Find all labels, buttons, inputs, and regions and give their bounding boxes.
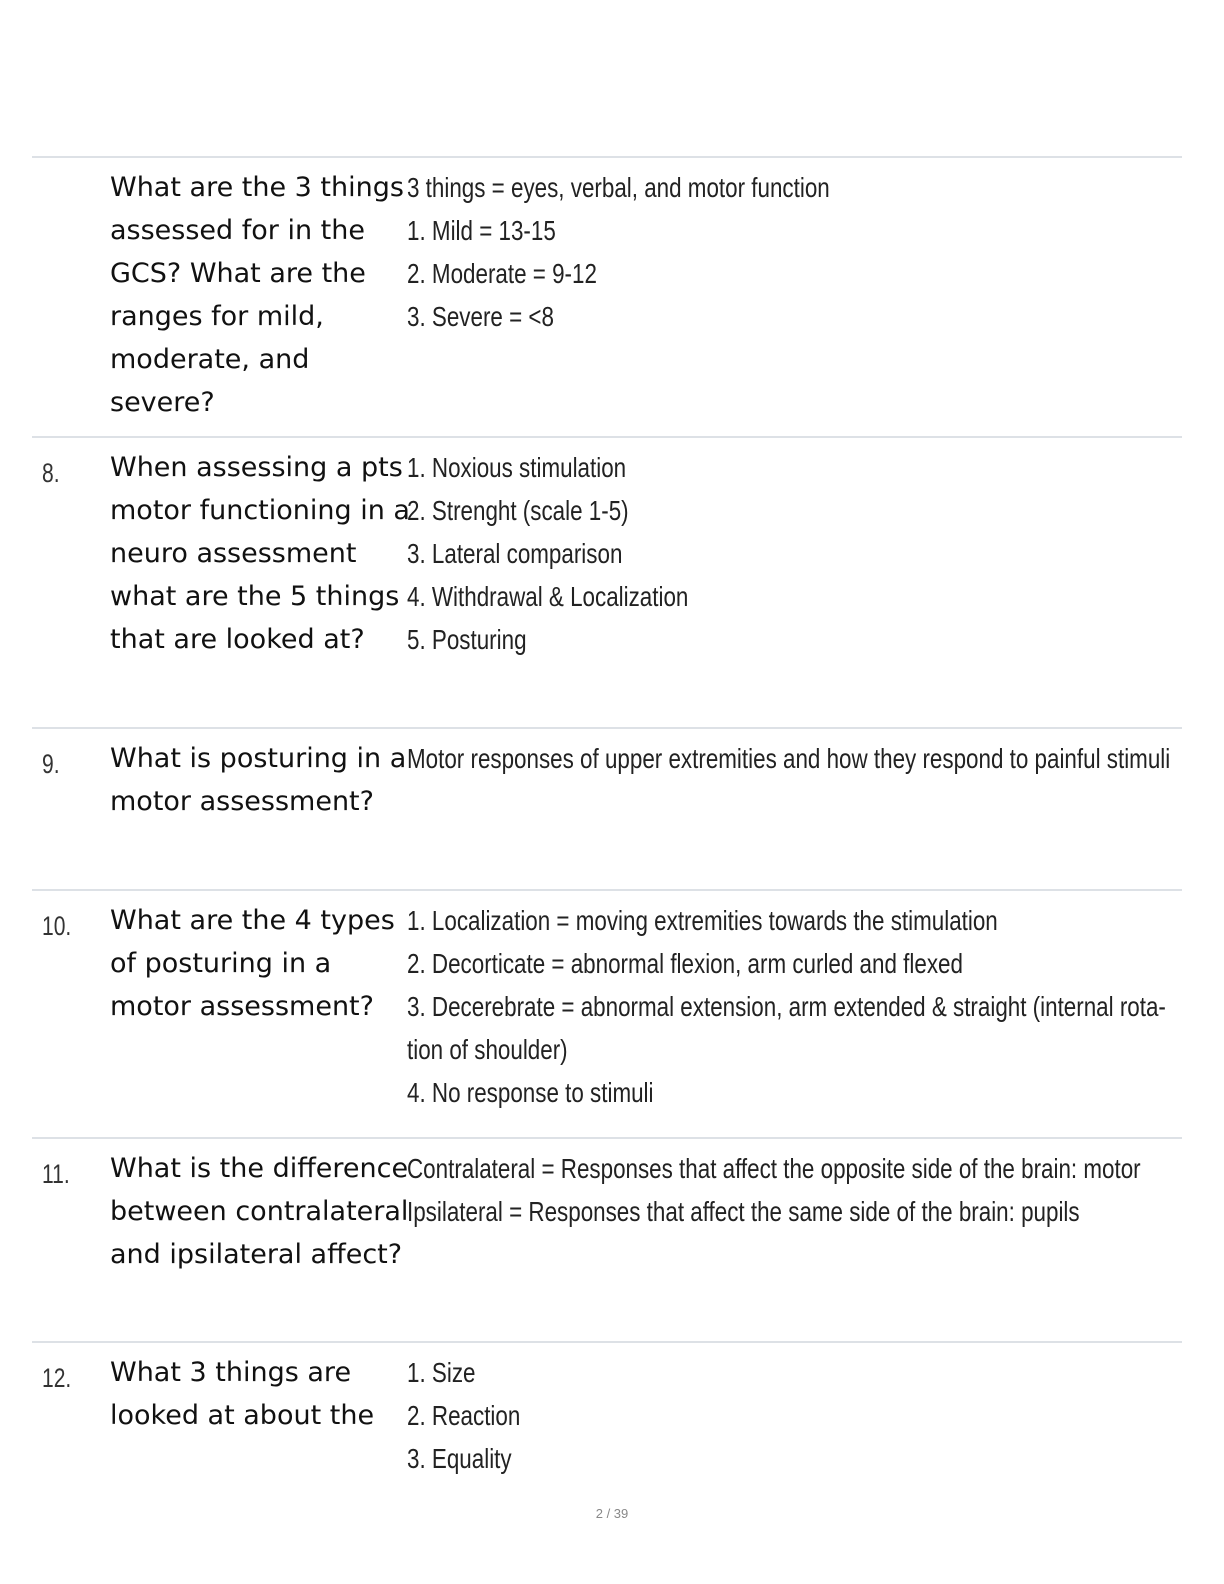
answer-line: 3. Lateral comparison xyxy=(407,538,623,569)
card-number: 10. xyxy=(42,911,72,941)
answer-line: tion of shoulder) xyxy=(407,1034,568,1065)
answer-line: 4. No response to stimuli xyxy=(407,1077,654,1108)
card-number: 11. xyxy=(42,1159,70,1189)
answer-line: Contralateral = Responses that affect the opposite side of the brain: motor xyxy=(407,1153,1141,1184)
flashcard-row xyxy=(32,156,1182,436)
flashcard-row xyxy=(32,1137,1182,1341)
card-question: What is the difference between contralateral and ipsilateral affect? xyxy=(110,1153,409,1270)
answer-line: Ipsilateral = Responses that affect the same side of the brain: pupils xyxy=(407,1196,1080,1227)
answer-line: 1. Localization = moving extremities towards the stimulation xyxy=(407,905,998,936)
card-answer xyxy=(407,166,1159,338)
answer-line: 2. Moderate = 9-12 xyxy=(407,258,597,289)
card-question: What is posturing in a motor assessment? xyxy=(110,743,407,817)
card-question: When assessing a pts motor functioning in a neuro assessment what are the 5 things that are looked at? xyxy=(110,452,410,655)
answer-line: 2. Strenght (scale 1-5) xyxy=(407,495,629,526)
card-number: 12. xyxy=(42,1363,72,1393)
card-answer xyxy=(407,446,1159,661)
flashcard-row xyxy=(32,889,1182,1137)
page-number: 2 / 39 xyxy=(595,1506,629,1521)
card-answer xyxy=(407,737,1171,780)
flashcard-row xyxy=(32,727,1182,889)
answer-line: 3 things = eyes, verbal, and motor function xyxy=(407,172,830,203)
answer-line: 2. Decorticate = abnormal flexion, arm curled and flexed xyxy=(407,948,963,979)
answer-line: 1. Size xyxy=(407,1357,476,1388)
card-number: 8. xyxy=(42,458,60,488)
flashcard-row xyxy=(32,436,1182,727)
answer-line: Motor responses of upper extremities and how they respond to painful stimuli xyxy=(407,743,1171,774)
card-question: What are the 3 things assessed for in the GCS? What are the ranges for mild, moderate, and severe? xyxy=(110,172,404,418)
flashcard-list xyxy=(32,156,1182,1493)
card-answer xyxy=(407,1351,1159,1480)
card-question: What 3 things are looked at about the xyxy=(110,1357,375,1431)
card-answer xyxy=(407,1147,1159,1233)
answer-line: 4. Withdrawal & Localization xyxy=(407,581,689,612)
answer-line: 3. Decerebrate = abnormal extension, arm extended & straight (internal rota- xyxy=(407,991,1166,1022)
answer-line: 3. Severe = <8 xyxy=(407,301,554,332)
card-question: What are the 4 types of posturing in a motor assessment? xyxy=(110,905,395,1022)
card-answer xyxy=(407,899,1166,1114)
answer-line: 3. Equality xyxy=(407,1443,512,1474)
card-number: 9. xyxy=(42,749,60,779)
answer-line: 1. Mild = 13-15 xyxy=(407,215,556,246)
answer-line: 5. Posturing xyxy=(407,624,527,655)
flashcard-row xyxy=(32,1341,1182,1493)
answer-line: 2. Reaction xyxy=(407,1400,521,1431)
answer-line: 1. Noxious stimulation xyxy=(407,452,627,483)
